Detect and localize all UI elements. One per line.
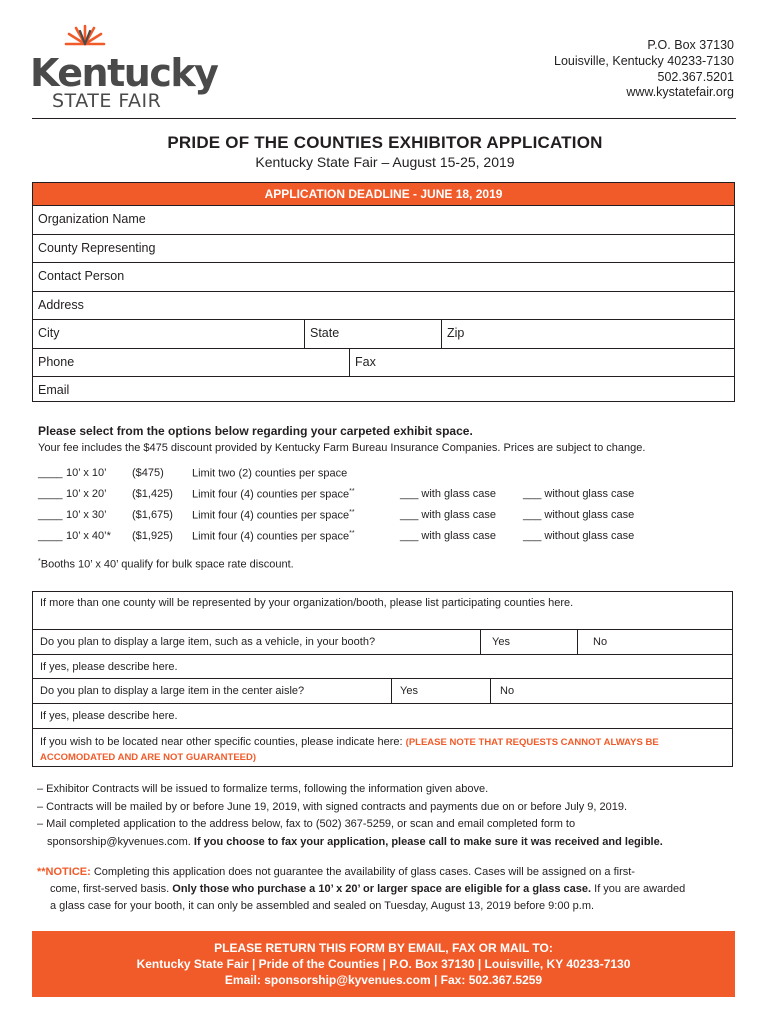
address-field[interactable] bbox=[33, 291, 734, 320]
field-label: If you wish to be located near other specific counties, please indicate here: (PLEASE NOTE THAT REQUESTS CANNOT ALWAYS BE ACCOMODATED AND ARE NOT GUARANTEED) bbox=[40, 736, 659, 763]
option-description: Limit four (4) counties per space** bbox=[192, 509, 355, 522]
address-line: Louisville, Kentucky 40233-7130 bbox=[554, 53, 734, 68]
without-glass-case-option[interactable]: ___ without glass case bbox=[523, 530, 635, 542]
kentucky-state-fair-logo bbox=[30, 22, 218, 112]
space-option-row[interactable] bbox=[38, 488, 738, 502]
glass-case-notice bbox=[37, 864, 737, 915]
footer-address: Kentucky State Fair | Pride of the Counties | P.O. Box 37130 | Louisville, KY 40233-7130 bbox=[136, 957, 631, 971]
center-aisle-question-row bbox=[33, 678, 732, 703]
header-divider bbox=[32, 118, 736, 119]
option-blank[interactable]: ____ bbox=[38, 509, 63, 521]
no-option[interactable]: No bbox=[500, 685, 515, 697]
option-size: 10’ x 40’* bbox=[66, 530, 111, 542]
page-title: PRIDE OF THE COUNTIES EXHIBITOR APPLICATION bbox=[167, 133, 603, 152]
center-aisle-description-field[interactable] bbox=[33, 703, 732, 728]
notice-line: **NOTICE: Completing this application does not guarantee the availability of glass cases. Cases will be assigned on a first- bbox=[37, 866, 635, 878]
question-label: Do you plan to display a large item, such as a vehicle, in your booth? bbox=[40, 636, 376, 648]
space-option-row[interactable] bbox=[38, 530, 738, 544]
page-subtitle: Kentucky State Fair – August 15-25, 2019 bbox=[255, 154, 515, 170]
divider bbox=[391, 679, 392, 703]
option-price: ($1,675) bbox=[132, 509, 173, 521]
logo-subtitle: STATE FAIR bbox=[52, 90, 162, 112]
option-price: ($1,425) bbox=[132, 488, 173, 500]
email-field[interactable] bbox=[33, 376, 734, 402]
with-glass-case-option[interactable]: ___ with glass case bbox=[400, 530, 496, 542]
field-label: If yes, please describe here. bbox=[40, 710, 178, 722]
contact-field[interactable] bbox=[33, 262, 734, 291]
note-line: – Mail completed application to the address below, fax to (502) 367-5259, or scan and email completed form to bbox=[37, 818, 576, 830]
space-option-row[interactable] bbox=[38, 509, 738, 523]
field-label: County Representing bbox=[38, 240, 156, 255]
field-label: Contact Person bbox=[38, 269, 125, 283]
field-label: If more than one county will be represented by your organization/booth, please list participating counties here. bbox=[40, 597, 574, 609]
state-field[interactable]: State bbox=[310, 326, 340, 340]
deadline-banner: APPLICATION DEADLINE - JUNE 18, 2019 bbox=[33, 183, 734, 205]
phone-fax-row bbox=[33, 348, 734, 377]
without-glass-case-option[interactable]: ___ without glass case bbox=[523, 488, 635, 500]
note-line: sponsorship@kyvenues.com. If you choose to fax your application, please call to make sure it was received and legible. bbox=[47, 835, 663, 848]
without-glass-case-option[interactable]: ___ without glass case bbox=[523, 509, 635, 521]
option-blank[interactable]: ____ bbox=[38, 488, 63, 500]
option-price: ($1,925) bbox=[132, 530, 173, 542]
large-item-description-field[interactable] bbox=[33, 654, 732, 678]
options-note: Your fee includes the $475 discount provided by Kentucky Farm Bureau Insurance Companies. Prices are subject to change. bbox=[38, 442, 646, 454]
divider bbox=[577, 630, 578, 654]
with-glass-case-option[interactable]: ___ with glass case bbox=[400, 509, 496, 521]
yes-option[interactable]: Yes bbox=[400, 685, 418, 697]
footer-contact: Email: sponsorship@kyvenues.com | Fax: 502.367.5259 bbox=[224, 973, 543, 987]
notice-line: come, first-served basis. Only those who purchase a 10’ x 20’ or larger space are eligible for a glass case. If you are awarded bbox=[50, 883, 686, 895]
return-instructions-banner bbox=[32, 931, 735, 997]
option-description: Limit four (4) counties per space** bbox=[192, 488, 355, 501]
location-request-field[interactable] bbox=[33, 728, 732, 767]
large-item-question-row bbox=[33, 629, 732, 654]
application-form bbox=[32, 182, 735, 402]
contract-notes bbox=[37, 781, 737, 851]
option-size: 10’ x 10’ bbox=[66, 467, 107, 479]
zip-field[interactable]: Zip bbox=[447, 326, 465, 340]
phone-field[interactable]: Phone bbox=[38, 354, 75, 369]
bulk-discount-note: *Booths 10’ x 40’ qualify for bulk space rate discount. bbox=[38, 558, 294, 571]
city-state-zip-row bbox=[33, 319, 734, 348]
note-line: – Exhibitor Contracts will be issued to formalize terms, following the information given above. bbox=[37, 783, 489, 795]
participating-counties-field[interactable] bbox=[33, 591, 732, 629]
option-blank[interactable]: ____ bbox=[38, 530, 63, 542]
address-line: P.O. Box 37130 bbox=[647, 38, 734, 52]
option-description: Limit four (4) counties per space** bbox=[192, 530, 355, 543]
website-link[interactable]: www.kystatefair.org bbox=[626, 85, 734, 100]
booth-details-table bbox=[32, 591, 733, 767]
logo-wordmark: Kentucky bbox=[30, 51, 218, 95]
option-size: 10’ x 30’ bbox=[66, 509, 107, 521]
note-line: – Contracts will be mailed by or before June 19, 2019, with signed contracts and payments due on or before July 9, 2019. bbox=[37, 800, 628, 813]
field-label: If yes, please describe here. bbox=[40, 661, 178, 673]
divider bbox=[490, 679, 491, 703]
option-description: Limit two (2) counties per space bbox=[192, 467, 348, 480]
with-glass-case-option[interactable]: ___ with glass case bbox=[400, 488, 496, 500]
organization-field[interactable] bbox=[33, 205, 734, 234]
field-label: Email bbox=[38, 383, 70, 397]
field-label: Address bbox=[38, 297, 84, 312]
space-option-row[interactable] bbox=[38, 467, 738, 481]
no-option[interactable]: No bbox=[593, 636, 608, 648]
option-price: ($475) bbox=[132, 467, 164, 479]
options-heading: Please select from the options below regarding your carpeted exhibit space. bbox=[38, 424, 473, 438]
notice-line: a glass case for your booth, it can only be assembled and sealed on Tuesday, August 13, 2019 before 9:00 p.m. bbox=[50, 900, 595, 912]
mailing-address bbox=[554, 38, 734, 101]
phone-number: 502.367.5201 bbox=[657, 69, 734, 84]
option-blank[interactable]: ____ bbox=[38, 467, 63, 479]
footer-heading: PLEASE RETURN THIS FORM BY EMAIL, FAX OR MAIL TO: bbox=[214, 941, 553, 955]
question-label: Do you plan to display a large item in the center aisle? bbox=[40, 685, 305, 697]
option-size: 10’ x 20’ bbox=[66, 488, 107, 500]
divider bbox=[480, 630, 481, 654]
yes-option[interactable]: Yes bbox=[492, 636, 510, 648]
city-field[interactable]: City bbox=[38, 326, 60, 340]
fax-field[interactable]: Fax bbox=[355, 354, 376, 369]
county-field[interactable] bbox=[33, 234, 734, 263]
field-label: Organization Name bbox=[38, 212, 146, 226]
